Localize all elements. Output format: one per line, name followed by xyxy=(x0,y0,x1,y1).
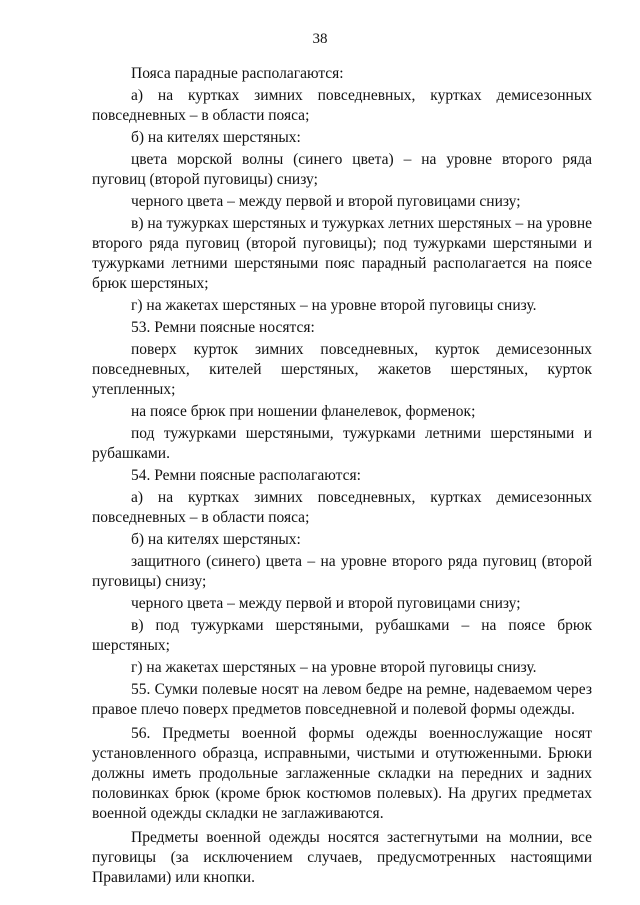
paragraph: защитного (синего) цвета – на уровне второго ряда пуговиц (второй пуговицы) снизу; xyxy=(92,553,592,590)
paragraph: в) под тужурками шерстяными, рубашками – на поясе брюк шерстяных; xyxy=(92,617,592,654)
paragraph: 55. Сумки полевые носят на левом бедре на ремне, надеваемом через правое плечо поверх предметов повседневной и полевой формы одежды. xyxy=(92,681,592,718)
paragraph: в) на тужурках шерстяных и тужурках летних шерстяных – на уровне второго ряда пуговиц (второй пуговицы); под тужурками шерстяными и тужурками летними шерстяными пояс парадный располагается на поясе брюк шерстяных; xyxy=(92,215,592,292)
paragraph: б) на кителях шерстяных: xyxy=(131,531,301,548)
page-number: 38 xyxy=(312,31,328,47)
paragraph: г) на жакетах шерстяных – на уровне второй пуговицы снизу. xyxy=(131,297,537,314)
paragraph: цвета морской волны (синего цвета) – на уровне второго ряда пуговиц (второй пуговицы) снизу; xyxy=(92,151,592,188)
paragraph: Предметы военной одежды носятся застегнутыми на молнии, все пуговицы (за исключением случаев, предусмотренных настоящими Правилами) или кнопки. xyxy=(92,829,592,886)
paragraph: на поясе брюк при ношении фланелевок, форменок; xyxy=(131,403,476,420)
paragraph: поверх курток зимних повседневных, курток демисезонных повседневных, кителей шерстяных, жакетов шерстяных, курток утепленных; xyxy=(92,341,592,398)
paragraph: Пояса парадные располагаются: xyxy=(131,65,344,82)
paragraph: 54. Ремни поясные располагаются: xyxy=(131,467,361,484)
paragraph: а) на куртках зимних повседневных, куртках демисезонных повседневных – в области пояса; xyxy=(92,489,592,526)
paragraph: 56. Предметы военной формы одежды военнослужащие носят установленного образца, исправными, чистыми и отутюженными. Брюки должны иметь продольные заглаженные складки на передних и задних половинках брюк (кроме брюк костюмов полевых). На других предметах военной одежды складки не заглаживаются. xyxy=(92,725,592,822)
paragraph: б) на кителях шерстяных: xyxy=(131,129,301,146)
body-text xyxy=(92,64,592,888)
paragraph: под тужурками шерстяными, тужурками летними шерстяными и рубашками. xyxy=(92,425,592,462)
paragraph: а) на куртках зимних повседневных, куртках демисезонных повседневных – в области пояса; xyxy=(92,87,592,124)
paragraph: 53. Ремни поясные носятся: xyxy=(131,319,315,336)
paragraph: г) на жакетах шерстяных – на уровне второй пуговицы снизу. xyxy=(131,659,537,676)
paragraph: черного цвета – между первой и второй пуговицами снизу; xyxy=(131,595,521,612)
paragraph: черного цвета – между первой и второй пуговицами снизу; xyxy=(131,193,521,210)
